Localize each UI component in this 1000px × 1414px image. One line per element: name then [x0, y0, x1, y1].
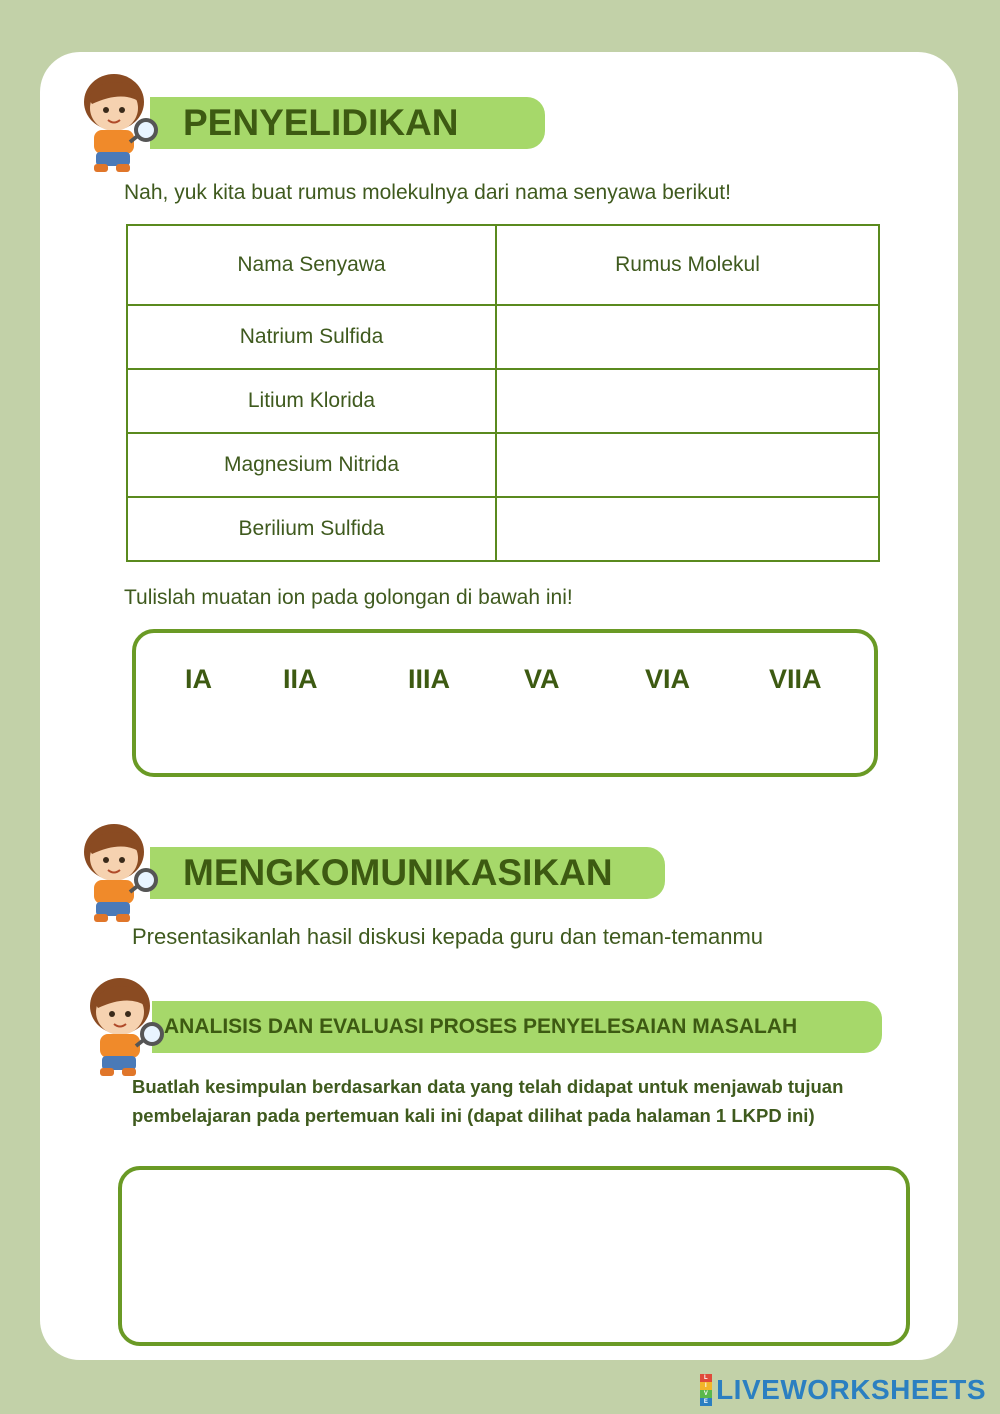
group-iia-label: IIA	[283, 664, 318, 694]
logo-letter: V	[700, 1390, 712, 1398]
boy-magnifier-illustration	[72, 68, 164, 176]
header-nama-senyawa: Nama Senyawa	[127, 225, 496, 305]
group-va-label: VA	[524, 664, 560, 694]
mengkomunikasikan-title: MENGKOMUNIKASIKAN	[183, 852, 613, 893]
penyelidikan-banner	[150, 97, 545, 149]
mengkomunikasikan-banner	[150, 847, 665, 899]
compound-name: Magnesium Nitrida	[127, 433, 496, 497]
table-header-row	[127, 225, 879, 305]
formula-answer-cell[interactable]	[496, 497, 879, 561]
logo-letter: I	[700, 1382, 712, 1390]
logo-letter: L	[700, 1374, 712, 1382]
watermark-brand: LIVEWORKSHEETS	[716, 1374, 986, 1405]
group-iiia-label: IIIA	[408, 664, 451, 694]
table-row	[127, 497, 879, 561]
logo-letter: E	[700, 1398, 712, 1406]
table-row	[127, 433, 879, 497]
compound-name: Litium Klorida	[127, 369, 496, 433]
analisis-banner	[152, 1001, 882, 1053]
penyelidikan-title: PENYELIDIKAN	[183, 102, 459, 143]
group-via-label: VIA	[645, 664, 691, 694]
formula-answer-cell[interactable]	[496, 433, 879, 497]
table-row	[127, 305, 879, 369]
group-ia-label: IA	[185, 664, 212, 694]
boy-magnifier-illustration	[78, 972, 170, 1080]
liveworksheets-logo-icon	[700, 1374, 712, 1406]
compound-name: Natrium Sulfida	[127, 305, 496, 369]
formula-answer-cell[interactable]	[496, 305, 879, 369]
liveworksheets-watermark	[700, 1374, 986, 1406]
conclusion-answer-box[interactable]	[118, 1166, 910, 1346]
compound-table	[126, 224, 880, 562]
ion-charge-answer-box[interactable]	[132, 629, 878, 777]
boy-magnifier-illustration	[72, 818, 164, 926]
analisis-title: ANALISIS DAN EVALUASI PROSES PENYELESAIAN MASALAH	[164, 1015, 798, 1038]
analisis-instruction: Buatlah kesimpulan berdasarkan data yang telah didapat untuk menjawab tujuan pembelajaran pada pertemuan kali ini (dapat dilihat pada halaman 1 LKPD ini)	[132, 1076, 844, 1126]
group-viia-label: VIIA	[769, 664, 822, 694]
header-rumus-molekul: Rumus Molekul	[496, 225, 879, 305]
table-row	[127, 369, 879, 433]
mengkomunikasikan-instruction: Presentasikanlah hasil diskusi kepada guru dan teman-temanmu	[132, 924, 764, 949]
formula-answer-cell[interactable]	[496, 369, 879, 433]
compound-name: Berilium Sulfida	[127, 497, 496, 561]
penyelidikan-instruction: Nah, yuk kita buat rumus molekulnya dari nama senyawa berikut!	[124, 181, 731, 204]
ion-instruction: Tulislah muatan ion pada golongan di bawah ini!	[124, 586, 573, 609]
